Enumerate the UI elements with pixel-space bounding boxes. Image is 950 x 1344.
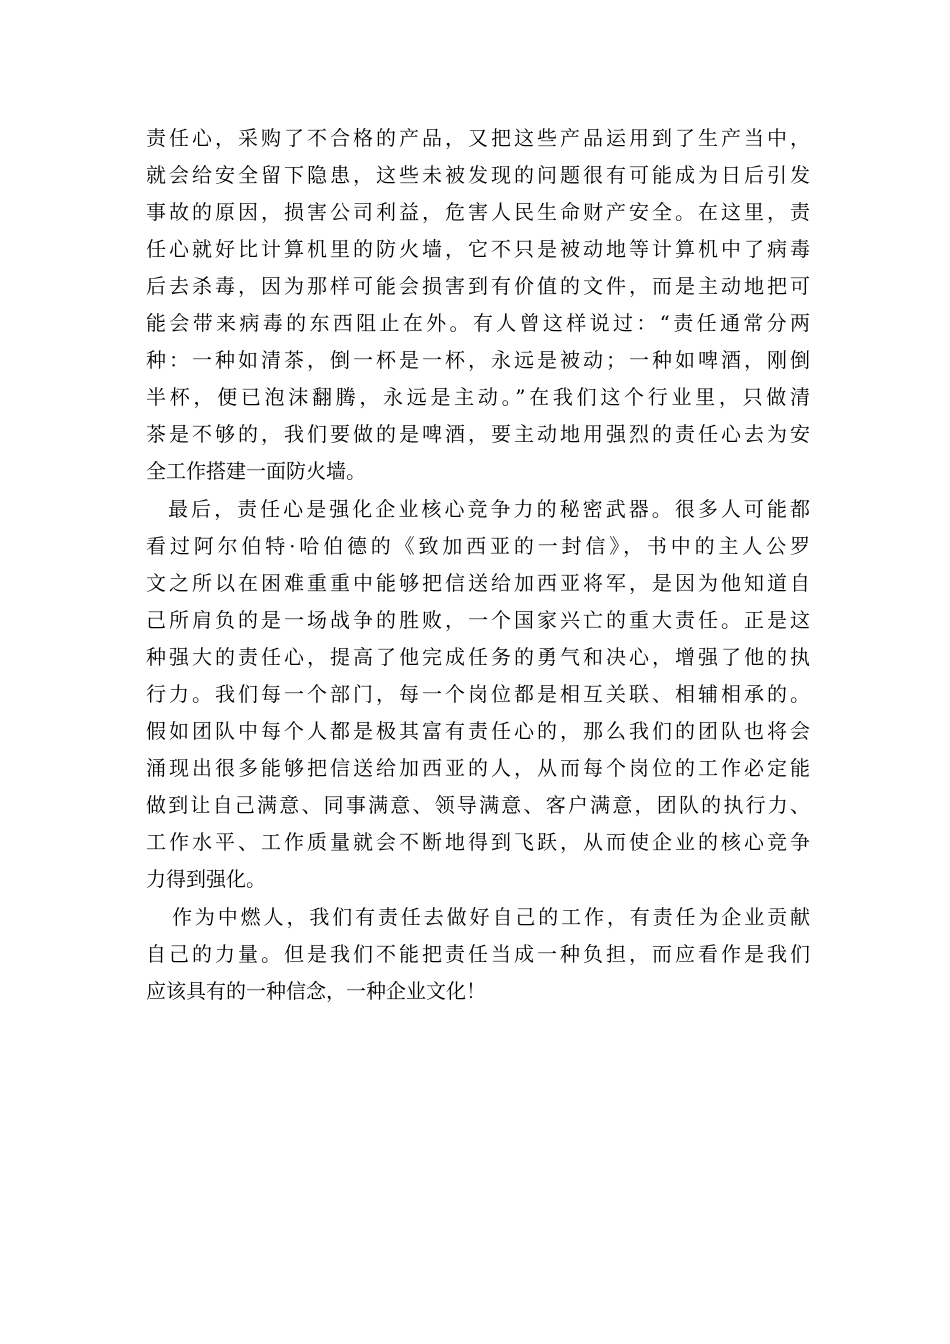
text-line-12: 看过阿尔伯特·哈伯德的《致加西亚的一封信》，书中的主人公罗	[146, 534, 810, 558]
text-line-11: 最后，责任心是强化企业核心竞争力的秘密武器。很多人可能都	[168, 497, 810, 521]
text-line-19: 做到让自己满意、同事满意、领导满意、客户满意，团队的执行力、	[146, 793, 810, 817]
text-line-9: 茶是不够的，我们要做的是啤酒，要主动地用强烈的责任心去为安	[146, 422, 810, 446]
text-line-24: 应该具有的一种信念，一种企业文化！	[146, 979, 486, 1003]
text-line-14: 己所肩负的是一场战争的胜败，一个国家兴亡的重大责任。正是这	[146, 608, 810, 632]
text-line-16: 行力。我们每一个部门，每一个岗位都是相互关联、相辅相承的。	[146, 682, 810, 706]
text-line-1: 责任心，采购了不合格的产品，又把这些产品运用到了生产当中，	[146, 126, 810, 150]
text-line-10: 全工作搭建一面防火墙。	[146, 459, 366, 483]
text-line-6: 能会带来病毒的东西阻止在外。有人曾这样说过：“责任通常分两	[146, 311, 810, 335]
text-line-4: 任心就好比计算机里的防火墙，它不只是被动地等计算机中了病毒	[146, 237, 810, 261]
text-line-2: 就会给安全留下隐患，这些未被发现的问题很有可能成为日后引发	[146, 163, 810, 187]
text-line-18: 涌现出很多能够把信送给加西亚的人，从而每个岗位的工作必定能	[146, 756, 810, 780]
text-line-22: 作为中燃人，我们有责任去做好自己的工作，有责任为企业贡献	[172, 905, 810, 929]
text-line-15: 种强大的责任心，提高了他完成任务的勇气和决心，增强了他的执	[146, 645, 810, 669]
text-line-8: 半杯，便已泡沫翻腾，永远是主动。”在我们这个行业里，只做清	[146, 385, 810, 409]
text-line-20: 工作水平、工作质量就会不断地得到飞跃，从而使企业的核心竞争	[146, 830, 810, 854]
text-line-3: 事故的原因，损害公司利益，危害人民生命财产安全。在这里，责	[146, 200, 810, 224]
text-line-21: 力得到强化。	[146, 867, 266, 891]
text-line-5: 后去杀毒，因为那样可能会损害到有价值的文件，而是主动地把可	[146, 274, 810, 298]
text-line-13: 文之所以在困难重重中能够把信送给加西亚将军，是因为他知道自	[146, 571, 810, 595]
text-line-23: 自己的力量。但是我们不能把责任当成一种负担，而应看作是我们	[146, 942, 810, 966]
text-line-7: 种：一种如清茶，倒一杯是一杯，永远是被动；一种如啤酒，刚倒	[146, 348, 810, 372]
text-line-17: 假如团队中每个人都是极其富有责任心的，那么我们的团队也将会	[146, 719, 810, 743]
